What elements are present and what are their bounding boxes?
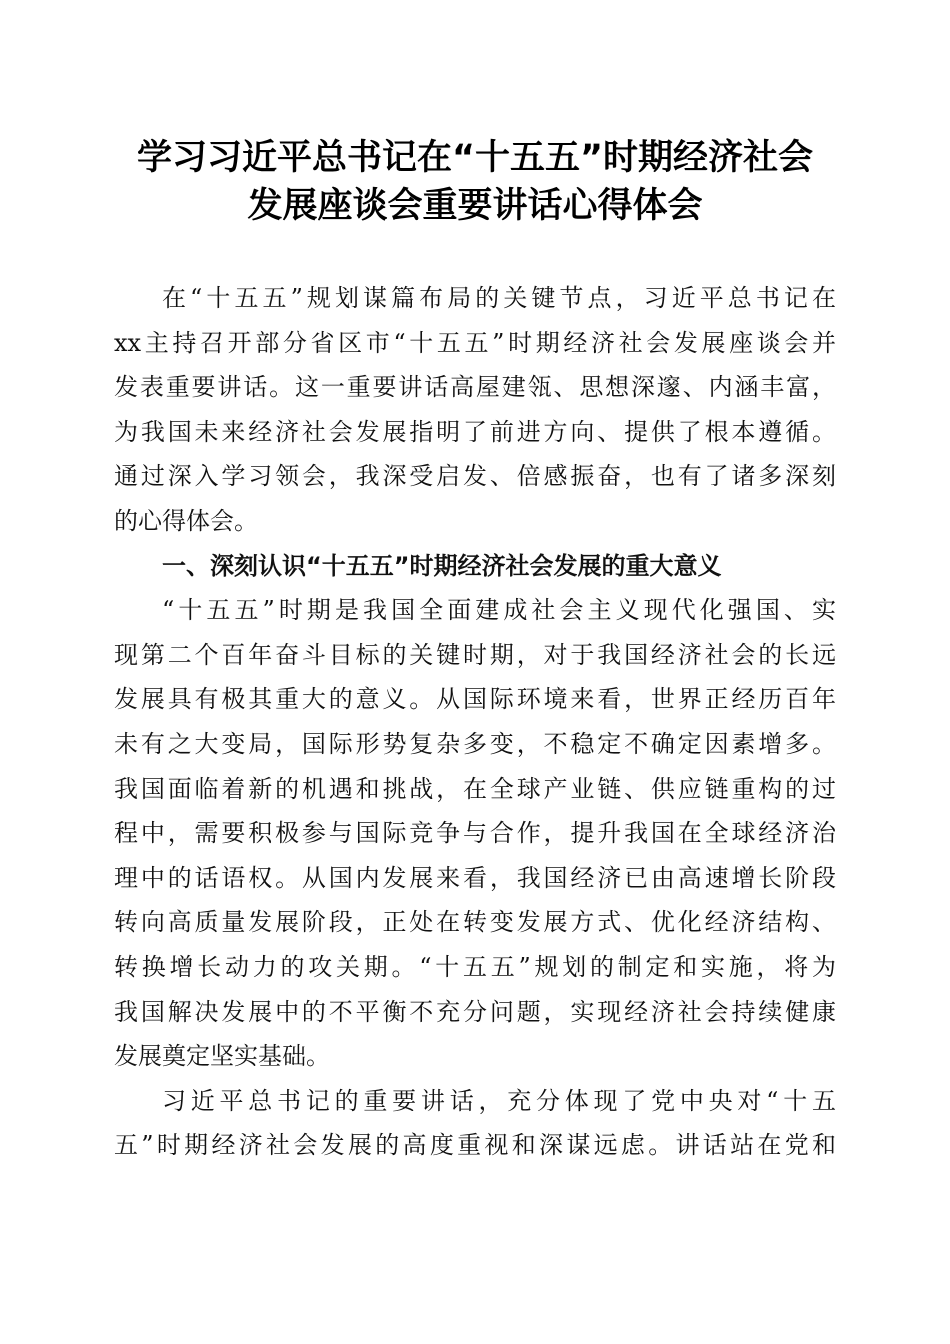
text-line: 在“十五五”规划谋篇布局的关键节点，习近平总书记在: [162, 284, 836, 312]
text-line: xx主持召开部分省区市“十五五”时期经济社会发展座谈会并: [114, 328, 836, 357]
text-line: 发表重要讲话。这一重要讲话高屋建瓴、思想深邃、内涵丰富，: [114, 373, 836, 402]
section-heading: [114, 544, 836, 589]
title-line: 发展座谈会重要讲话心得体会: [247, 186, 703, 226]
text-line: 理中的话语权。从国内发展来看，我国经济已由高速增长阶段: [114, 863, 836, 892]
paragraph: [114, 1079, 836, 1168]
text-line: 五”时期经济社会发展的高度重视和深谋远虑。讲话站在党和: [114, 1131, 836, 1160]
text-line: 通过深入学习领会，我深受启发、倍感振奋，也有了诸多深刻: [114, 462, 836, 491]
text-line: 发展奠定坚实基础。: [114, 1042, 330, 1071]
paragraph: [114, 588, 836, 1079]
text-line: 现第二个百年奋斗目标的关键时期，对于我国经济社会的长远: [114, 640, 836, 669]
text-line: 习近平总书记的重要讲话，充分体现了党中央对“十五: [162, 1086, 836, 1115]
text-line: 转换增长动力的攻关期。“十五五”规划的制定和实施，将为: [114, 952, 836, 981]
text-line: 发展具有极其重大的意义。从国际环境来看，世界正经历百年: [114, 685, 836, 714]
text-line: 为我国未来经济社会发展指明了前进方向、提供了根本遵循。: [114, 417, 836, 446]
title-line: 学习习近平总书记在“十五五”时期经济社会: [136, 138, 813, 178]
text-line: 我国解决发展中的不平衡不充分问题，实现经济社会持续健康: [114, 997, 836, 1026]
text-line: 未有之大变局，国际形势复杂多变，不稳定不确定因素增多。: [114, 729, 836, 758]
document-title: [0, 134, 950, 230]
text-line: 程中，需要积极参与国际竞争与合作，提升我国在全球经济治: [114, 819, 836, 848]
document-body: [114, 276, 836, 1168]
text-line: 我国面临着新的机遇和挑战，在全球产业链、供应链重构的过: [114, 774, 836, 803]
text-line: 转向高质量发展阶段，正处在转变发展方式、优化经济结构、: [114, 908, 836, 937]
paragraph: [114, 276, 836, 544]
text-line: 的心得体会。: [114, 506, 258, 535]
heading-text: 一、深刻认识“十五五”时期经济社会发展的重大意义: [162, 551, 722, 580]
text-line: “十五五”时期是我国全面建成社会主义现代化强国、实: [162, 596, 836, 625]
